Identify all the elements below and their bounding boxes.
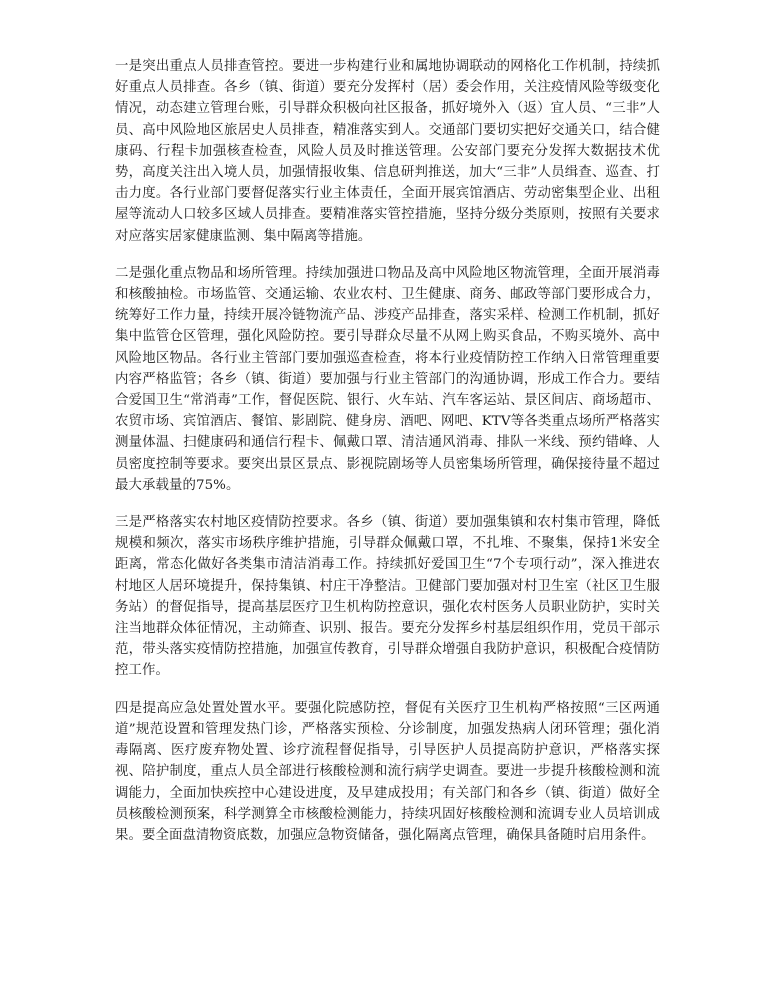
paragraph-4: 四是提高应急处置处置水平。要强化院感防控，督促有关医疗卫生机构严格按照“三区两通道”规范设置和管理发热门诊，严格落实预检、分诊制度，加强发热病人闭环管理；强化消毒隔离、医疗废弃物处置、诊疗流程督促指导，引导医护人员提高防护意识，严格落实探视、陪护制度，重点人员全部进行核酸检测和流行病学史调查。要进一步提升核酸检测和流调能力，全面加快疾控中心建设进度，及早建成投用；有关部门和各乡（镇、街道）做好全员核酸检测预案，科学测算全市核酸检测能力，持续巩固好核酸检测和流调专业人员培训成果。要全面盘清物资底数，加强应急物资储备，强化隔离点管理，确保具备随时启用条件。 [115, 700, 660, 843]
paragraph-2: 二是强化重点物品和场所管理。持续加强进口物品及高中风险地区物流管理，全面开展消毒和核酸抽检。市场监管、交通运输、农业农村、卫生健康、商务、邮政等部门要形成合力，统筹好工作力量，持续开展冷链物流产品、涉疫产品排查，落实采样、检测工作机制，抓好集中监管仓区管理，强化风险防控。要引导群众尽量不从网上购买食品，不购买境外、高中风险地区物品。各行业主管部门要加强巡查检查，将本行业疫情防控工作纳入日常管理重要内容严格监管；各乡（镇、街道）要加强与行业主管部门的沟通协调，形成工作合力。要结合爱国卫生“常消毒”工作，督促医院、银行、火车站、汽车客运站、景区间店、商场超市、农贸市场、宾馆酒店、餐馆、影剧院、健身房、酒吧、网吧、KTV等各类重点场所严格落实测量体温、扫健康码和通信行程卡、佩戴口罩、清洁通风消毒、排队一米线、预约错峰、人员密度控制等要求。要突出景区景点、影视院剧场等人员密集场所管理，确保接待量不超过最大承载量的75%。 [115, 265, 660, 493]
paragraph-1: 一是突出重点人员排查管控。要进一步构建行业和属地协调联动的网格化工作机制，持续抓好重点人员排查。各乡（镇、街道）要充分发挥村（居）委会作用，关注疫情风险等级变化情况，动态建立管理台账，引导群众积极向社区报备，抓好境外入（返）宜人员、“三非”人员、高中风险地区旅居史人员排查，精准落实到人。交通部门要切实把好交通关口，结合健康码、行程卡加强核查检查，风险人员及时推送管理。公安部门要充分发挥大数据技术优势，高度关注出入境人员，加强情报收集、信息研判推送，加大“三非”人员缉查、巡查、打击力度。各行业部门要督促落实行业主体责任，全面开展宾馆酒店、劳动密集型企业、出租屋等流动人口较多区域人员排查。要精准落实管控措施，坚持分级分类原则，按照有关要求对应落实居家健康监测、集中隔离等措施。 [115, 59, 660, 244]
paragraph-3: 三是严格落实农村地区疫情防控要求。各乡（镇、街道）要加强集镇和农村集市管理，降低规模和频次，落实市场秩序维护措施，引导群众佩戴口罩，不扎堆、不聚集，保持1米安全距离，常态化做好各类集市清洁消毒工作。持续抓好爱国卫生“7个专项行动”，深入推进农村地区人居环境提升，保持集镇、村庄干净整洁。卫健部门要加强对村卫生室（社区卫生服务站）的督促指导，提高基层医疗卫生机构防控意识，强化农村医务人员职业防护，实时关注当地群众体征情况，主动筛查、识别、报告。要充分发挥乡村基层组织作用，党员干部示范，带头落实疫情防控措施，加强宣传教育，引导群众增强自我防护意识，积极配合疫情防控工作。 [115, 515, 660, 679]
document-body [115, 56, 660, 862]
